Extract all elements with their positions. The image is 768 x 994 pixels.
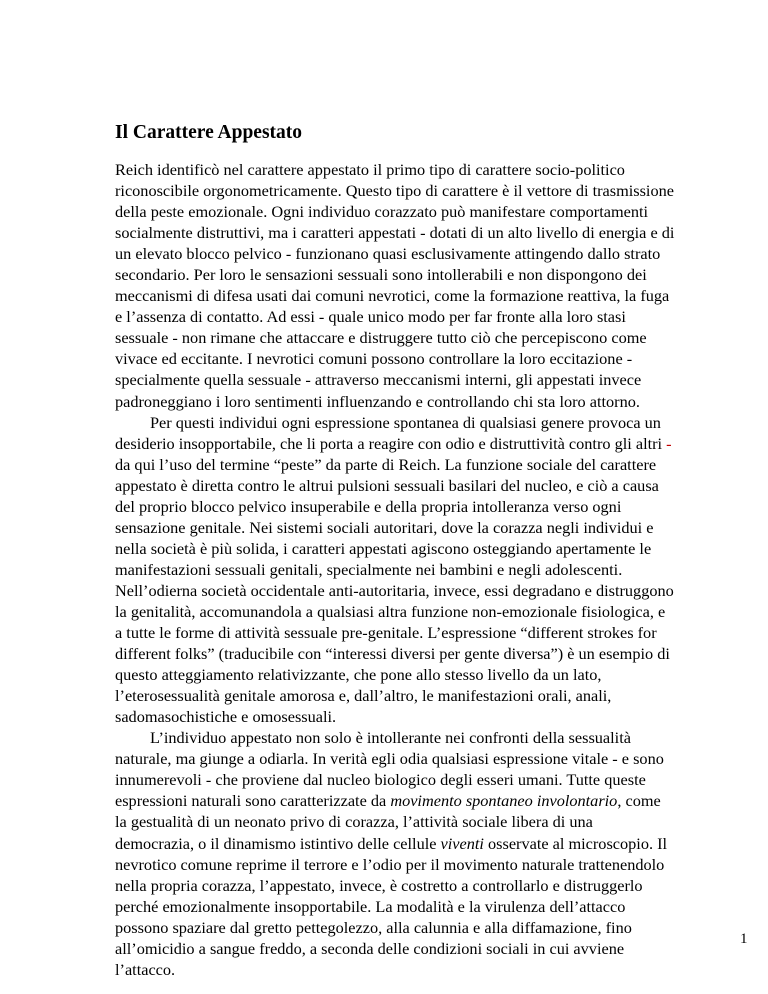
paragraph-1 — [115, 159, 675, 412]
text-line: Nell’odierna società occidentale anti-autoritaria, invece, essi degradano e distruggono — [115, 580, 674, 600]
text-line: nella propria corazza, l’appestato, invece, è costretto a controllarlo e distruggerlo — [115, 875, 643, 895]
text-line: nevrotico comune reprime il terrore e l’odio per il movimento naturale trattenendolo — [115, 854, 665, 874]
text-line: perché emozionalmente insopportabile. La modalità e la virulenza dell’attacco — [115, 896, 626, 916]
text-line: l’attacco. — [115, 959, 176, 979]
text-line: naturale, ma giunge a odiarla. In verità egli odia qualsiasi espressione vitale - e sono — [115, 749, 664, 769]
text-line: all’omicidio a sangue freddo, a seconda delle condizioni sociali in cui avviene — [115, 938, 625, 958]
text-line: different folks” (traducibile con “interessi diversi per gente diversa”) è un esempio di — [115, 644, 670, 664]
text-line — [115, 790, 661, 811]
text-line: della peste emozionale. Ogni individuo corazzato può manifestare comportamenti — [115, 202, 649, 222]
text-span: osservate al microscopio. Il — [483, 833, 668, 853]
text-line: specialmente quella sessuale - attraverso meccanismi interni, gli appestati invece — [115, 370, 642, 390]
red-dash: - — [666, 433, 672, 453]
text-line: sessuale - non rimane che attaccare e distruggere tutto ciò che percepiscono come — [115, 328, 647, 348]
text-line: riconoscibile orgonometricamente. Questo tipo di carattere è il vettore di trasmissione — [115, 181, 674, 201]
paragraph-3 — [115, 727, 668, 980]
text-line: da qui l’uso del termine “peste” da parte di Reich. La funzione sociale del carattere — [115, 454, 657, 474]
text-line: appestato è diretta contro le altrui pulsioni sessuali basilari del nucleo, e ciò a causa — [115, 475, 659, 495]
text-line: secondario. Per loro le sensazioni sessuali sono intollerabili e non dispongono dei — [115, 265, 647, 285]
text-line: sensazione genitale. Nei sistemi sociali autoritari, dove la corazza negli individui e — [115, 517, 654, 537]
text-line: un elevato blocco pelvico - funzionano quasi esclusivamente attingendo dallo strato — [115, 244, 661, 264]
page-number: 1 — [740, 931, 748, 947]
text-span: democrazia, o il dinamismo istintivo delle cellule — [115, 833, 441, 853]
text-line: questo atteggiamento relativizzante, che pone allo stesso livello da un lato, — [115, 665, 602, 685]
document-body — [115, 159, 675, 980]
text-line: sadomasochistiche e omosessuali. — [115, 707, 337, 727]
text-line: la gestualità di un neonato privo di corazza, l’attività sociale libera di una — [115, 812, 593, 832]
text-line — [115, 833, 668, 854]
text-line: possono spaziare dal gretto pettegolezzo, alla calunnia e alla diffamazione, fino — [115, 917, 632, 937]
text-line: nella società è più solida, i caratteri appestati agiscono osteggiando apertamente le — [115, 538, 652, 558]
emphasis-text: viventi — [440, 833, 484, 853]
text-line: e l’assenza di contatto. Ad essi - quale unico modo per far fronte alla loro stasi — [115, 307, 626, 327]
document-page — [115, 121, 675, 980]
text-line: L’individuo appestato non solo è intollerante nei confronti della sessualità — [150, 728, 631, 748]
text-line: meccanismi di difesa usati dai comuni nevrotici, come la formazione reattiva, la fuga — [115, 286, 670, 306]
text-line: la genitalità, accomunandola a qualsiasi altra funzione non-emozionale fisiologica, e — [115, 601, 666, 621]
text-line: socialmente distruttivi, ma i caratteri appestati - dotati di un alto livello di energia e di — [115, 223, 675, 243]
emphasis-text: movimento spontaneo involontario — [390, 791, 618, 811]
text-span: desiderio insopportabile, che li porta a reagire con odio e distruttività contro gli altri — [115, 433, 667, 453]
text-line: padroneggiano i loro sentimenti influenzando e controllando chi sta loro attorno. — [115, 391, 640, 411]
document-title: Il Carattere Appestato — [115, 122, 303, 143]
text-line: Reich identificò nel carattere appestato il primo tipo di carattere socio-politico — [115, 160, 625, 179]
text-line: manifestazioni sessuali genitali, specialmente nei bambini e negli adolescenti. — [115, 559, 623, 579]
text-line — [115, 433, 672, 454]
text-span: espressioni naturali sono caratterizzate da — [115, 791, 391, 811]
text-span: , come — [617, 791, 661, 811]
text-line: innumerevoli - che proviene dal nucleo biologico degli esseri umani. Tutte queste — [115, 770, 646, 790]
text-line: Per questi individui ogni espressione spontanea di qualsiasi genere provoca un — [150, 412, 661, 432]
text-line: l’eterosessualità genitale amorosa e, dall’altro, le manifestazioni orali, anali, — [115, 686, 612, 706]
paragraph-2 — [115, 412, 674, 728]
text-line: vivace ed eccitante. I nevrotici comuni possono controllare la loro eccitazione - — [115, 349, 633, 369]
text-line: del proprio blocco pelvico insuperabile e della propria intolleranza verso ogni — [115, 496, 622, 516]
text-line: a tutte le forme di attività sessuale pre-genitale. L’espressione “different strokes for — [115, 623, 657, 643]
